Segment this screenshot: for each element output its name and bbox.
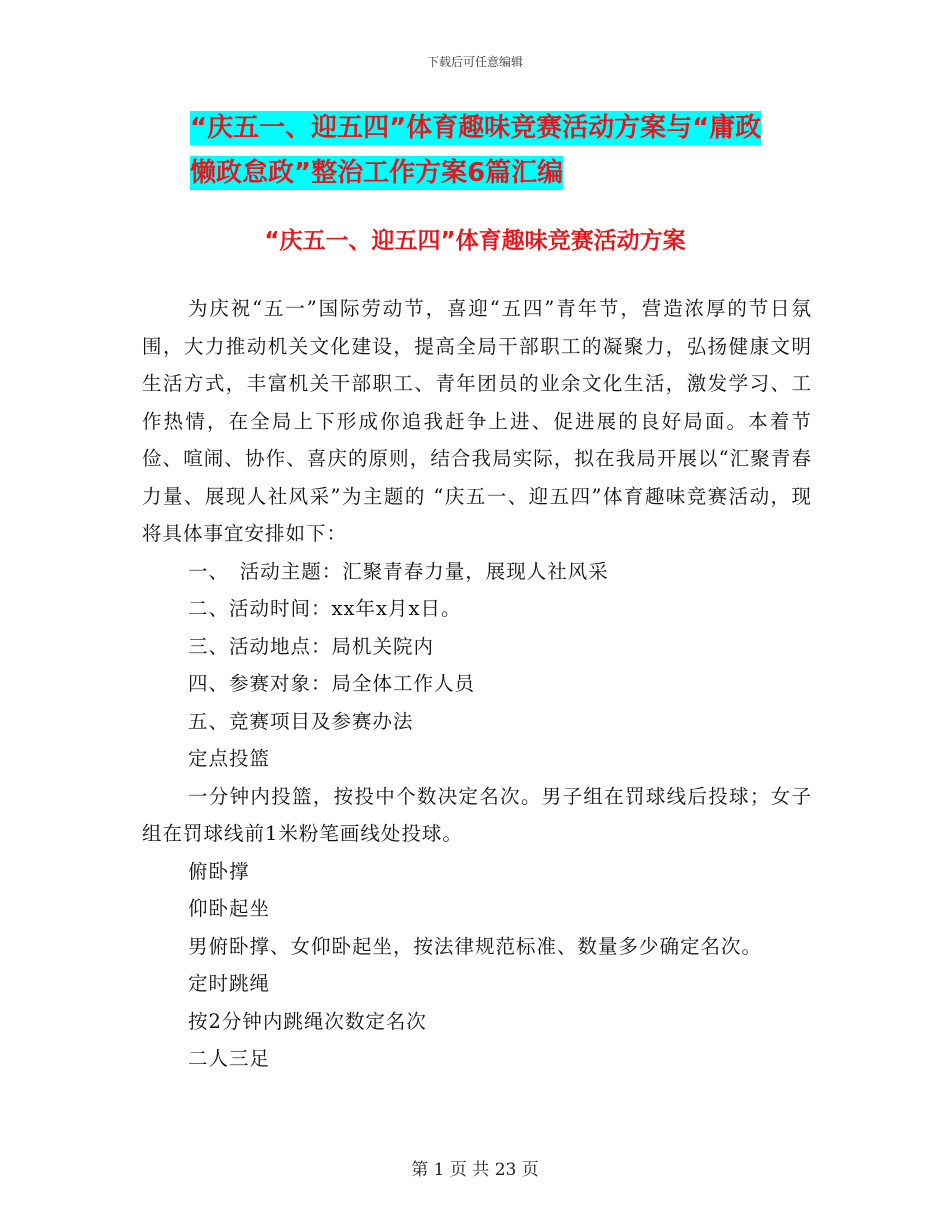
item-activity-theme: 一、 活动主题：汇聚青春力量，展现人社风采: [188, 559, 609, 583]
title-highlight-1: “庆五一、迎五四”体育趣味竞赛活动方案与“庸政: [190, 113, 762, 143]
item-participants: 四、参赛对象：局全体工作人员: [188, 672, 476, 695]
event-three-legged: 二人三足: [188, 1047, 271, 1070]
item-activity-time: 二、活动时间：xx年x月x日。: [188, 597, 462, 620]
event-pushups: 俯卧撑: [188, 859, 250, 883]
basketball-rules: 一分钟内投篮，按投中个数决定名次。男子组在罚球线后投球；女子组在罚球线前1米粉笔画线处投球。: [142, 784, 812, 845]
document-body: [142, 290, 812, 1078]
event-jump-rope: 定时跳绳: [188, 972, 271, 995]
item-events-heading: 五、竞赛项目及参赛办法: [188, 709, 414, 733]
jump-rope-rules: 按2分钟内跳绳次数定名次: [188, 1009, 427, 1033]
intro-paragraph: 为庆祝“五一”国际劳动节，喜迎“五四”青年节，营造浓厚的节日氛围，大力推动机关文化建设，提高全局干部职工的凝聚力，弘扬健康文明生活方式，丰富机关干部职工、青年团员的业余文化生活，激发学习、工作热情，在全局上下形成你追我赶争上进、促进展的良好局面。本着节俭、喧闹、协作、喜庆的原则，结合我局实际，拟在我局开展以“汇聚青春力量、展现人社风采”为主题的 “庆五一、迎五四”体育趣味竞赛活动，现将具体事宜安排如下：: [142, 297, 812, 545]
page-footer: 第 1 页 共 23 页: [411, 1160, 539, 1180]
item-activity-location: 三、活动地点：局机关院内: [188, 634, 435, 658]
title-highlight-2: 懒政怠政”整治工作方案6篇汇编: [190, 158, 564, 188]
event-basketball: 定点投篮: [188, 747, 271, 770]
header-note: 下载后可任意编辑: [426, 55, 523, 69]
document-title-line-1: [0, 113, 950, 143]
event-situps: 仰卧起坐: [188, 897, 271, 920]
document-title-line-2: [0, 158, 950, 188]
pushup-situp-rules: 男俯卧撑、女仰卧起坐，按法律规范标准、数量多少确定名次。: [188, 934, 763, 958]
section-title: “庆五一、迎五四”体育趣味竞赛活动方案: [264, 228, 686, 254]
